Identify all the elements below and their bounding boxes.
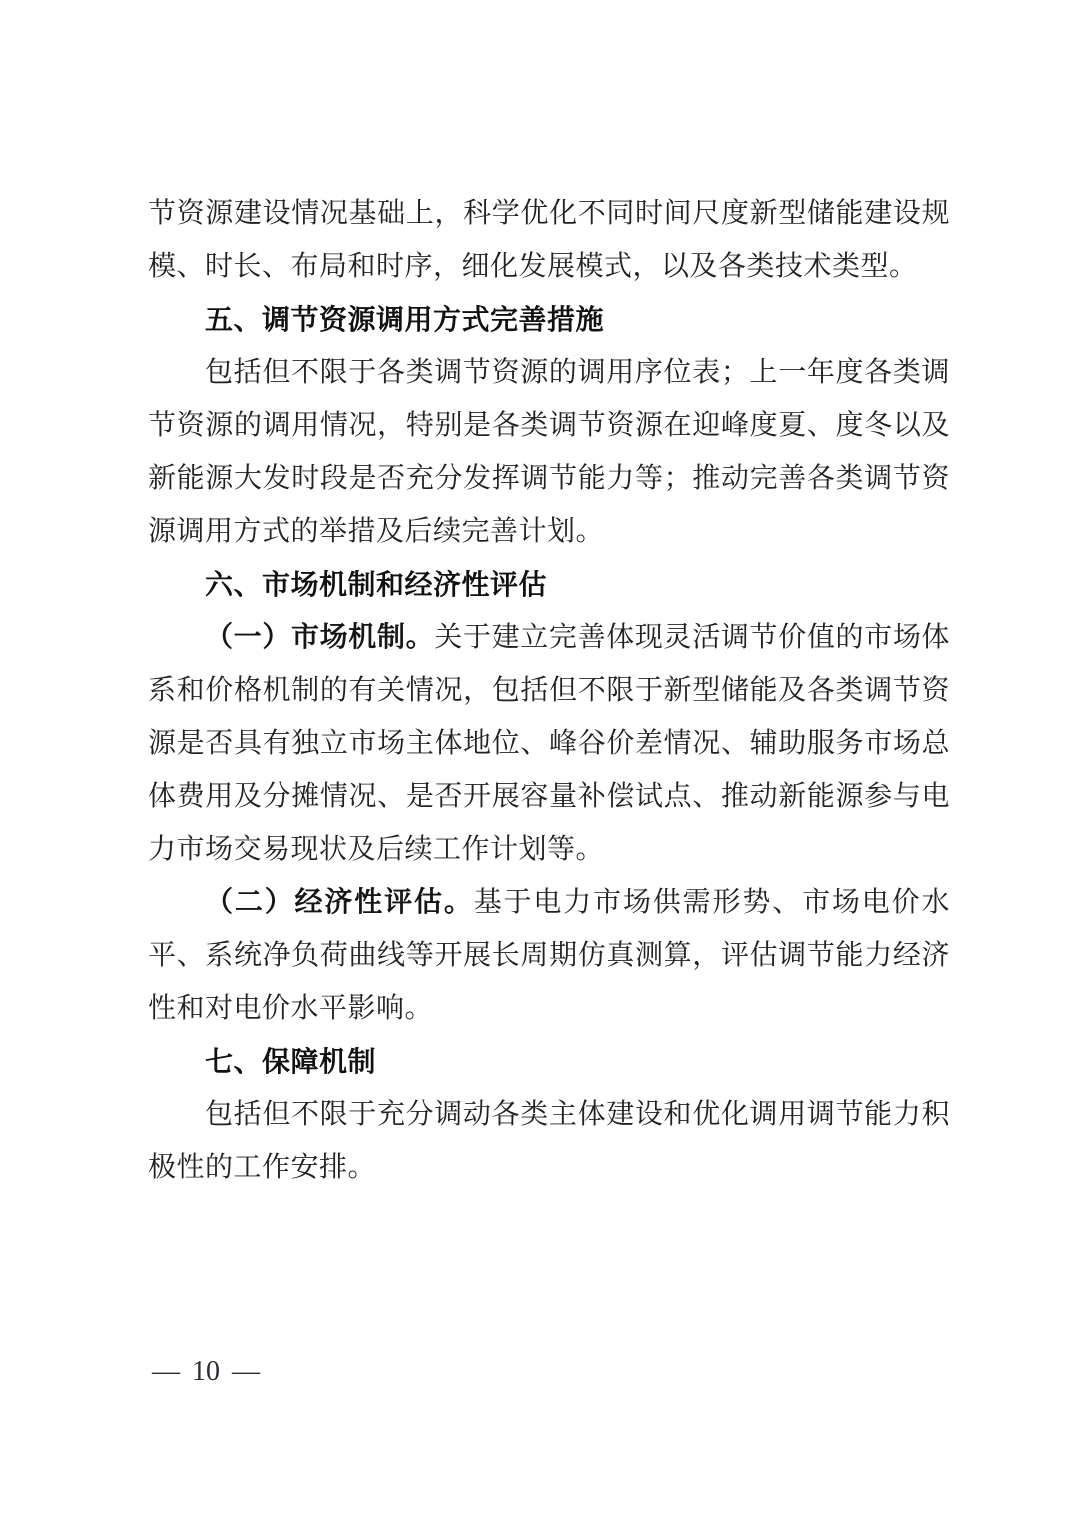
footer-left-dash: — [152,1356,180,1387]
body-paragraph-market-mechanism [148,611,950,876]
paragraph-lead-economic-evaluation: （二）经济性评估。 [205,887,474,918]
continuation-paragraph: 节资源建设情况基础上，科学优化不同时间尺度新型储能建设规模、时长、布局和时序，细化发展模式，以及各类技术类型。 [148,198,950,282]
body-paragraph-economic-evaluation [148,876,950,1035]
page-number: 10 [192,1356,220,1387]
section-heading-6: 六、市场机制和经济性评估 [205,569,548,600]
footer-right-dash: — [232,1356,260,1387]
section-heading-5: 五、调节资源调用方式完善措施 [205,304,605,335]
paragraph-lead-market-mechanism: （一）市场机制。 [205,622,435,653]
page-number-footer [152,1352,260,1392]
paragraph-text-economic-evaluation: 基于电力市场供需形势、市场电价水平、系统净负荷曲线等开展长周期仿真测算，评估调节能力经济性和对电价水平影响。 [148,887,950,1024]
body-paragraph-safeguard: 包括但不限于充分调动各类主体建设和优化调用调节能力积极性的工作安排。 [148,1099,950,1183]
section-heading-7: 七、保障机制 [205,1046,377,1077]
page-body [148,187,950,1194]
paragraph-text-market-mechanism: 关于建立完善体现灵活调节价值的市场体系和价格机制的有关情况，包括但不限于新型储能及各类调节资源是否具有独立市场主体地位、峰谷价差情况、辅助服务市场总体费用及分摊情况、是否开展容量补偿试点、推动新能源参与电力市场交易现状及后续工作计划等。 [148,622,950,865]
body-paragraph-dispatch: 包括但不限于各类调节资源的调用序位表；上一年度各类调节资源的调用情况，特别是各类调节资源在迎峰度夏、度冬以及新能源大发时段是否充分发挥调节能力等；推动完善各类调节资源调用方式的举措及后续完善计划。 [148,357,950,547]
